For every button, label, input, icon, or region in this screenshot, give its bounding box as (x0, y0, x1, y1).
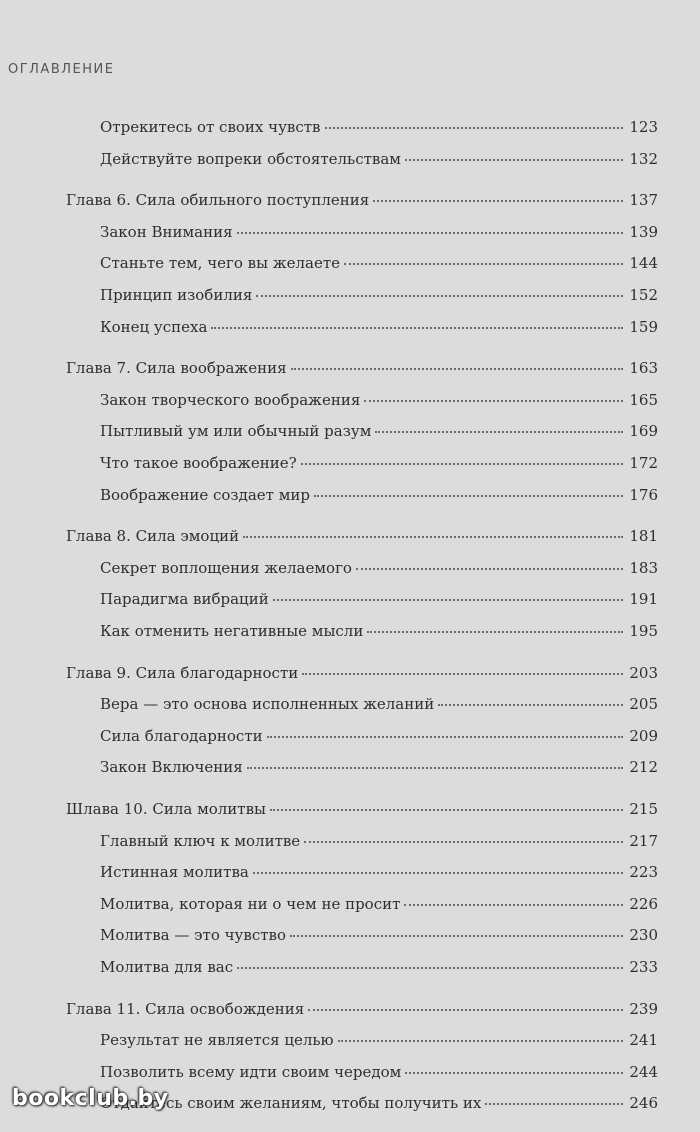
entry-page-number: 203 (629, 663, 658, 682)
entry-title: Сила благодарности (100, 726, 263, 745)
toc-section-entry (100, 286, 658, 314)
entry-title: Закон Внимания (100, 222, 233, 241)
toc-section-entry (100, 926, 658, 954)
dot-leader (485, 1103, 623, 1105)
dot-leader (325, 127, 624, 129)
dot-leader (308, 1009, 623, 1011)
entry-title: Секрет воплощения желаемого (100, 558, 352, 577)
entry-page-number: 132 (629, 149, 658, 168)
entry-page-number: 195 (629, 622, 658, 640)
entry-title: Отдайтесь своим желаниям, чтобы получить их (100, 1094, 482, 1113)
toc-section-entry (100, 958, 658, 986)
dot-leader (301, 463, 624, 465)
entry-title: Воображение создает мир (100, 485, 310, 504)
entry-title: Истинная молитва (100, 863, 249, 882)
toc-section-entry (100, 254, 658, 282)
entry-page-number: 244 (629, 1062, 658, 1081)
entry-page-number: 137 (629, 191, 658, 210)
toc-section-entry (100, 863, 658, 891)
entry-title: Конец успеха (100, 317, 208, 336)
toc-section-entry (100, 318, 658, 346)
entry-title: Вера — это основа исполненных желаний (100, 695, 435, 714)
toc-section-entry (100, 727, 658, 755)
entry-page-number: 152 (629, 286, 658, 304)
toc-section-entry (100, 486, 658, 514)
entry-title: Станьте тем, чего вы желаете (100, 254, 341, 273)
entry-title: Молитва, которая ни о чем не просит (100, 894, 401, 913)
entry-page-number: 226 (629, 894, 658, 913)
entry-title: Молитва для вас (100, 958, 234, 976)
dot-leader (405, 159, 623, 161)
dot-leader (256, 295, 623, 297)
entry-page-number: 191 (629, 590, 658, 609)
entry-page-number: 176 (629, 485, 658, 504)
dot-leader (367, 631, 623, 633)
dot-leader (267, 736, 624, 738)
entry-page-number: 215 (629, 800, 658, 818)
dot-leader (304, 841, 623, 843)
dot-leader (364, 400, 623, 402)
dot-leader (405, 1072, 623, 1074)
entry-title: Главный ключ к молитве (100, 831, 301, 850)
dot-leader (290, 935, 623, 937)
entry-page-number: 241 (629, 1031, 658, 1050)
dot-leader (356, 568, 623, 570)
entry-page-number: 209 (629, 726, 658, 745)
toc-chapter-entry (66, 664, 658, 692)
toc-section-entry (100, 622, 658, 650)
dot-leader (237, 232, 624, 234)
toc-section-entry (100, 1031, 658, 1059)
entry-page-number: 246 (629, 1094, 658, 1113)
entry-title: Отрекитесь от своих чувств (100, 118, 321, 136)
entry-page-number: 123 (629, 118, 658, 136)
dot-leader (314, 495, 623, 497)
toc-section-entry (100, 391, 658, 419)
entry-title: Результат не является целью (100, 1031, 334, 1050)
dot-leader (375, 431, 623, 433)
toc-section-entry (100, 454, 658, 482)
dot-leader (438, 704, 623, 706)
toc-section-entry (100, 895, 658, 923)
dot-leader (243, 536, 623, 538)
dot-leader (211, 327, 623, 329)
entry-page-number: 223 (629, 863, 658, 882)
entry-title: Глава 6. Сила обильного поступления (66, 191, 370, 210)
dot-leader (291, 368, 624, 370)
entry-page-number: 239 (629, 999, 658, 1018)
toc-section-entry (100, 150, 658, 178)
entry-title: Что такое воображение? (100, 454, 297, 472)
dot-leader (237, 967, 623, 969)
entry-title: Как отменить негативные мысли (100, 622, 364, 640)
entry-title: Принцип изобилия (100, 286, 253, 304)
dot-leader (404, 904, 623, 906)
entry-page-number: 181 (629, 527, 658, 546)
entry-page-number: 172 (629, 454, 658, 472)
toc-section-entry (100, 758, 658, 786)
dot-leader (253, 872, 624, 874)
dot-leader (344, 263, 623, 265)
entry-title: Шлава 10. Сила молитвы (66, 800, 266, 818)
toc-section-entry (100, 695, 658, 723)
entry-title: Действуйте вопреки обстоятельствам (100, 149, 401, 168)
toc-chapter-entry (66, 527, 658, 555)
entry-page-number: 144 (629, 254, 658, 273)
dot-leader (273, 599, 624, 601)
entry-page-number: 233 (629, 958, 658, 976)
entry-page-number: 212 (629, 758, 658, 777)
entry-title: Закон Включения (100, 758, 243, 777)
toc-section-entry (100, 832, 658, 860)
entry-title: Закон творческого воображения (100, 390, 361, 409)
entry-title: Глава 7. Сила воображения (66, 359, 287, 378)
entry-page-number: 159 (629, 317, 658, 336)
entry-page-number: 139 (629, 222, 658, 241)
toc-section-entry (100, 422, 658, 450)
entry-page-number: 205 (629, 695, 658, 714)
entry-title: Позволить всему идти своим чередом (100, 1062, 402, 1081)
dot-leader (373, 200, 623, 202)
dot-leader (338, 1040, 624, 1042)
toc-section-entry (100, 1063, 658, 1091)
entry-title: Пытливый ум или обычный разум (100, 422, 372, 441)
entry-page-number: 230 (629, 926, 658, 945)
entry-page-number: 163 (629, 359, 658, 378)
toc-section-entry (100, 118, 658, 146)
toc-chapter-entry (66, 191, 658, 219)
entry-title: Глава 9. Сила благодарности (66, 663, 299, 682)
entry-page-number: 217 (629, 831, 658, 850)
entry-page-number: 169 (629, 422, 658, 441)
watermark: bookclub.by (12, 1086, 169, 1111)
entry-page-number: 183 (629, 558, 658, 577)
toc-chapter-entry (66, 359, 658, 387)
entry-page-number: 165 (629, 390, 658, 409)
toc-section-entry (100, 559, 658, 587)
dot-leader (270, 809, 623, 811)
toc-section-entry (100, 223, 658, 251)
toc-section-entry (100, 590, 658, 618)
dot-leader (247, 767, 624, 769)
toc-chapter-entry (66, 800, 658, 828)
page-header: ОГЛАВЛЕНИЕ (8, 62, 115, 77)
entry-title: Молитва — это чувство (100, 926, 286, 945)
toc-chapter-entry (66, 1000, 658, 1028)
entry-title: Глава 8. Сила эмоций (66, 527, 240, 546)
entry-title: Глава 11. Сила освобождения (66, 999, 305, 1018)
toc-section-entry (100, 1094, 658, 1122)
entry-title: Парадигма вибраций (100, 590, 269, 609)
dot-leader (302, 673, 623, 675)
